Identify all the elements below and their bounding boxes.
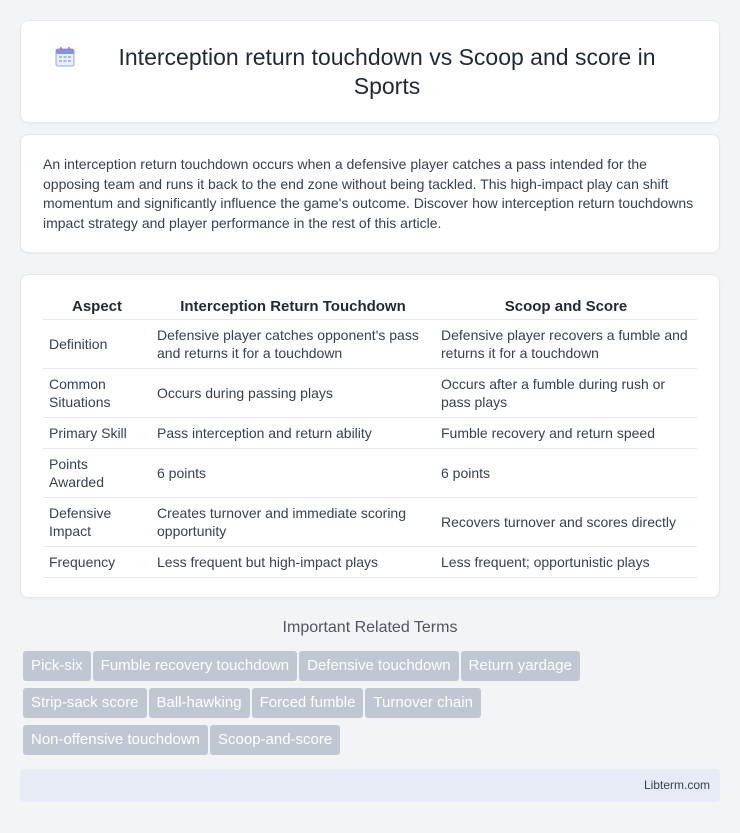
- header-card: [20, 20, 720, 123]
- table-cell: Primary Skill: [43, 418, 151, 449]
- table-cell: Definition: [43, 320, 151, 369]
- table-row: [43, 320, 697, 369]
- table-cell: Frequency: [43, 547, 151, 578]
- tag-turnover-chain[interactable]: Turnover chain: [365, 688, 481, 718]
- tag-return-yardage[interactable]: Return yardage: [461, 651, 580, 681]
- tag-defensive-touchdown[interactable]: Defensive touchdown: [299, 651, 458, 681]
- table-header-row: [43, 293, 697, 320]
- table-cell: Points Awarded: [43, 449, 151, 498]
- table-cell: 6 points: [435, 449, 697, 498]
- table-row: [43, 498, 697, 547]
- tag-ball-hawking[interactable]: Ball-hawking: [149, 688, 250, 718]
- related-terms-title: Important Related Terms: [282, 619, 458, 636]
- tag-strip-sack-score[interactable]: Strip-sack score: [23, 688, 147, 718]
- table-row: [43, 449, 697, 498]
- table-cell: Defensive player recovers a fumble and returns it for a touchdown: [435, 320, 697, 369]
- table-cell: Defensive player catches opponent's pass and returns it for a touchdown: [151, 320, 435, 369]
- tag-fumble-recovery-touchdown[interactable]: Fumble recovery touchdown: [93, 651, 297, 681]
- table-cell: Creates turnover and immediate scoring opportunity: [151, 498, 435, 547]
- comparison-card: [20, 274, 720, 598]
- footer: [20, 769, 720, 802]
- related-terms-list: [23, 651, 723, 762]
- column-header: Interception Return Touchdown: [151, 293, 435, 320]
- table-cell: Recovers turnover and scores directly: [435, 498, 697, 547]
- table-cell: Fumble recovery and return speed: [435, 418, 697, 449]
- table-cell: 6 points: [151, 449, 435, 498]
- intro-card: [20, 134, 720, 253]
- table-cell: Pass interception and return ability: [151, 418, 435, 449]
- footer-site-link[interactable]: Libterm.com: [643, 778, 710, 792]
- table-cell: Occurs during passing plays: [151, 369, 435, 418]
- table-cell: Defensive Impact: [43, 498, 151, 547]
- tag-forced-fumble[interactable]: Forced fumble: [252, 688, 364, 718]
- calendar-icon: [53, 45, 77, 69]
- column-header: Scoop and Score: [435, 293, 697, 320]
- table-cell: Less frequent; opportunistic plays: [435, 547, 697, 578]
- comparison-table: [43, 293, 697, 578]
- intro-text: An interception return touchdown occurs when a defensive player catches a pass intended for the opposing team and runs it back to the end zone without being tackled. This high-impact play can shift momentum and significantly influence the game's outcome. Discover how interception return touchdowns impact strategy and player performance in the rest of this article.: [43, 156, 694, 231]
- table-cell: Occurs after a fumble during rush or pass plays: [435, 369, 697, 418]
- page-title: Interception return touchdown vs Scoop and score in Sports: [118, 43, 656, 99]
- table-cell: Less frequent but high-impact plays: [151, 547, 435, 578]
- tag-scoop-and-score[interactable]: Scoop-and-score: [210, 725, 340, 755]
- tag-pick-six[interactable]: Pick-six: [23, 651, 91, 681]
- table-row: [43, 369, 697, 418]
- table-cell: Common Situations: [43, 369, 151, 418]
- table-row: [43, 418, 697, 449]
- column-header: Aspect: [43, 293, 151, 320]
- tag-non-offensive-touchdown[interactable]: Non-offensive touchdown: [23, 725, 208, 755]
- table-row: [43, 547, 697, 578]
